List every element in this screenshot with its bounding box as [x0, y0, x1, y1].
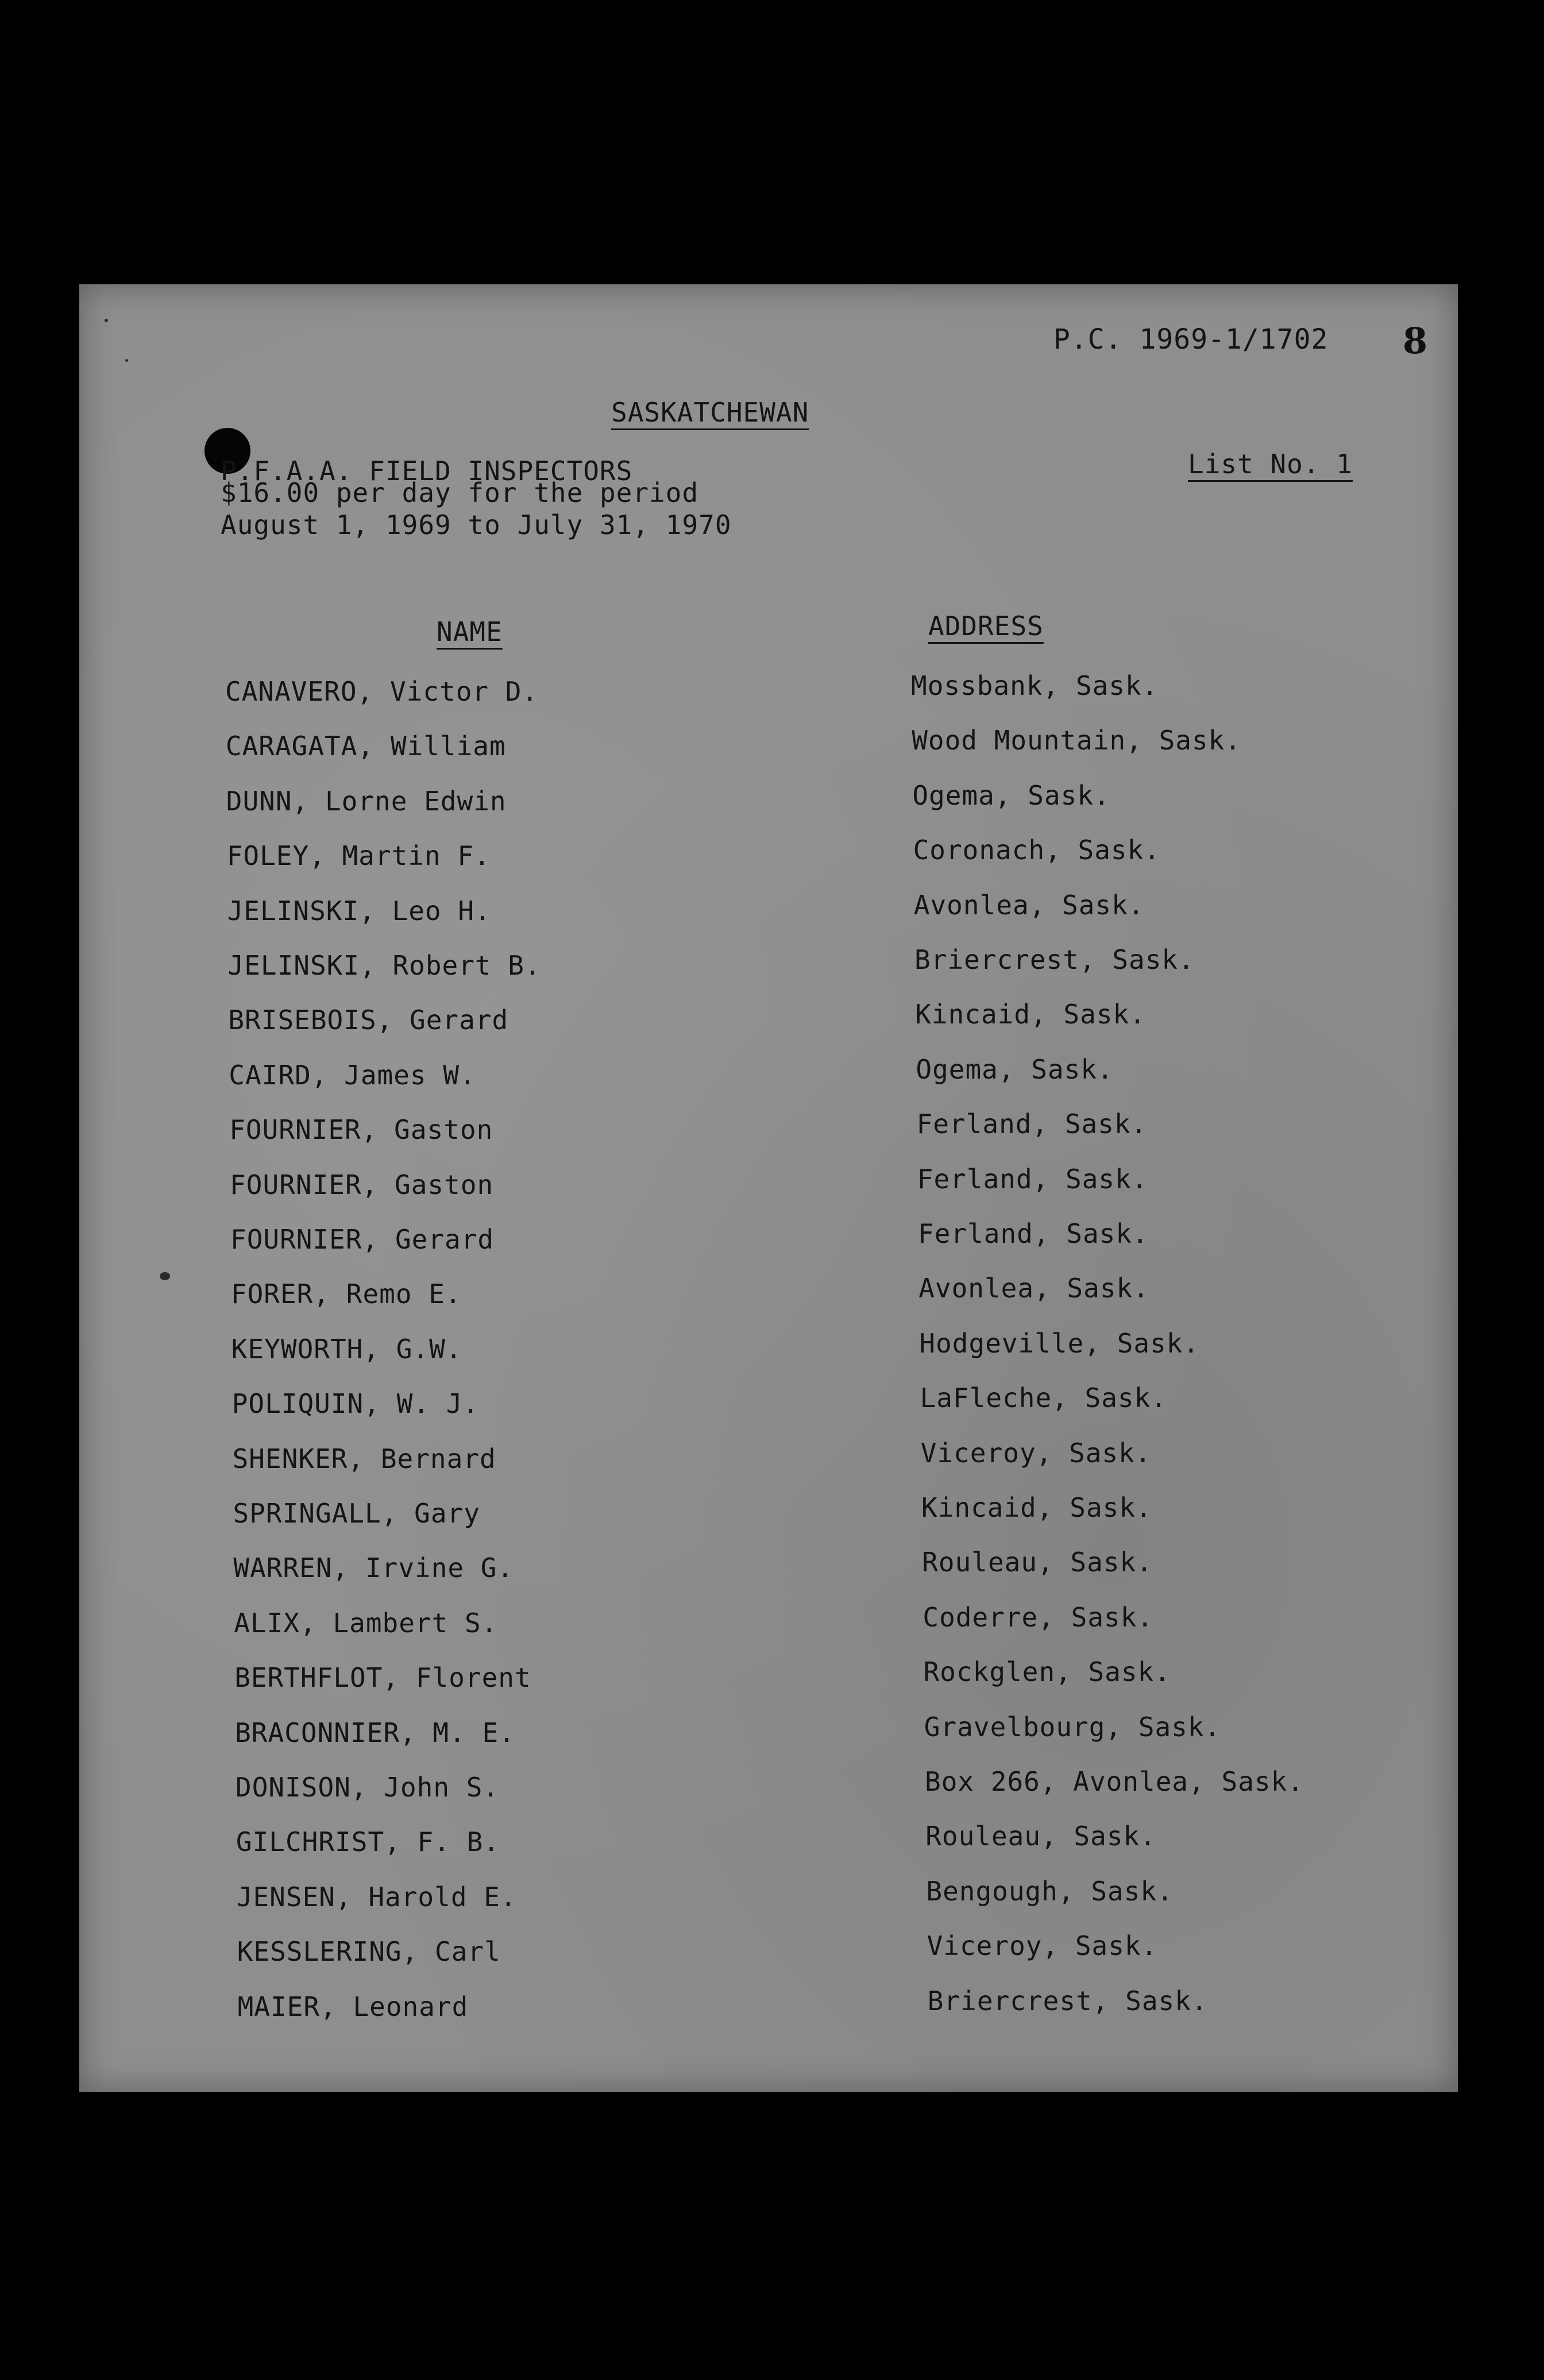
inspector-address: Hodgeville, Sask. — [919, 1327, 1200, 1359]
inspector-name: JELINSKI, Leo H. — [227, 895, 491, 926]
inspector-address: Ogema, Sask. — [916, 1053, 1114, 1085]
inspector-name: DONISON, John S. — [236, 1772, 500, 1803]
inspector-address: Box 266, Avonlea, Sask. — [925, 1766, 1304, 1797]
inspector-name: BRISEBOIS, Gerard — [228, 1004, 509, 1036]
inspector-name: FOURNIER, Gaston — [230, 1169, 494, 1200]
list-item — [79, 1218, 1458, 1258]
list-item — [79, 1053, 1458, 1094]
list-item — [79, 834, 1458, 875]
list-item — [79, 1163, 1458, 1204]
inspector-name: FOLEY, Martin F. — [226, 840, 491, 872]
inspector-address: LaFleche, Sask. — [920, 1382, 1168, 1414]
inspector-name: CANAVERO, Victor D. — [225, 676, 539, 707]
inspector-address: Rockglen, Sask. — [923, 1656, 1171, 1688]
inspector-name: BRACONNIER, M. E. — [235, 1717, 515, 1748]
inspector-name: FORER, Remo E. — [230, 1278, 462, 1310]
inspector-address: Rouleau, Sask. — [925, 1821, 1156, 1852]
inspector-address: Briercrest, Sask. — [927, 1985, 1208, 2016]
inspector-name: SHENKER, Bernard — [232, 1443, 496, 1474]
inspector-name: CAIRD, James W. — [229, 1059, 476, 1091]
inspector-address: Kincaid, Sask. — [921, 1492, 1152, 1523]
inspector-name: POLIQUIN, W. J. — [231, 1388, 480, 1420]
heading-line-3: August 1, 1969 to July 31, 1970 — [221, 509, 732, 540]
inspector-address: Wood Mountain, Sask. — [912, 725, 1242, 756]
inspector-name: CARAGATA, William — [225, 731, 506, 762]
inspector-address: Kincaid, Sask. — [915, 999, 1146, 1030]
document-page — [79, 284, 1458, 2092]
list-item — [79, 1437, 1458, 1478]
list-item — [79, 779, 1458, 820]
heading-line-1: P.F.A.A. FIELD INSPECTORS — [221, 455, 633, 486]
list-item — [79, 999, 1458, 1039]
list-item — [79, 889, 1458, 930]
inspector-name: GILCHRIST, F. B. — [236, 1826, 500, 1858]
list-item — [79, 670, 1458, 710]
list-item — [79, 1327, 1458, 1368]
inspector-address: Viceroy, Sask. — [920, 1437, 1152, 1469]
inspector-name: MAIER, Leonard — [237, 1991, 469, 2022]
inspector-address: Coderre, Sask. — [922, 1601, 1154, 1633]
list-item — [79, 1492, 1458, 1532]
inspector-name: FOURNIER, Gaston — [229, 1114, 493, 1146]
page-number: 8 — [1403, 320, 1428, 362]
inspector-address: Avonlea, Sask. — [918, 1273, 1149, 1304]
list-item — [79, 1601, 1458, 1642]
list-item — [79, 1656, 1458, 1697]
inspector-address: Ferland, Sask. — [918, 1218, 1149, 1249]
inspector-address: Viceroy, Sask. — [927, 1930, 1158, 1962]
list-item — [79, 1711, 1458, 1752]
inspector-name: JENSEN, Harold E. — [236, 1881, 517, 1912]
inspector-address: Ferland, Sask. — [917, 1163, 1148, 1195]
inspector-address: Gravelbourg, Sask. — [924, 1711, 1221, 1742]
inspector-name: KESSLERING, Carl — [237, 1936, 501, 1968]
inspector-name: SPRINGALL, Gary — [233, 1498, 480, 1529]
inspector-address: Bengough, Sask. — [926, 1875, 1174, 1907]
list-item — [79, 1985, 1458, 2026]
list-item — [79, 1547, 1458, 1587]
inspector-name: BERTHFLOT, Florent — [234, 1662, 531, 1694]
inspector-name: ALIX, Lambert S. — [234, 1607, 498, 1639]
inspector-name: FOURNIER, Gerard — [230, 1224, 495, 1255]
inspector-address: Coronach, Sask. — [913, 834, 1161, 866]
inspector-address: Briercrest, Sask. — [914, 944, 1195, 975]
inspector-name: DUNN, Lorne Edwin — [226, 785, 507, 817]
list-item — [79, 1821, 1458, 1861]
list-item — [79, 944, 1458, 984]
inspector-address: Ogema, Sask. — [912, 779, 1110, 811]
list-item — [79, 1108, 1458, 1149]
inspector-address: Rouleau, Sask. — [922, 1547, 1153, 1578]
order-reference: P.C. 1969-1/1702 — [1053, 323, 1329, 356]
inspector-name: KEYWORTH, G.W. — [231, 1333, 462, 1365]
inspector-name: WARREN, Irvine G. — [233, 1552, 514, 1584]
inspector-name: JELINSKI, Robert B. — [227, 950, 541, 981]
list-item — [79, 1930, 1458, 1971]
list-item — [79, 1875, 1458, 1916]
inspector-address: Avonlea, Sask. — [913, 889, 1145, 921]
list-number: List No. 1 — [1188, 449, 1353, 480]
list-item — [79, 1766, 1458, 1806]
ink-speck — [160, 1272, 170, 1280]
column-header-name: NAME — [437, 616, 503, 647]
inspector-address: Ferland, Sask. — [916, 1108, 1148, 1140]
ink-speck — [105, 319, 108, 322]
ink-speck — [125, 359, 128, 362]
column-header-address: ADDRESS — [928, 611, 1044, 642]
heading-line-2: $16.00 per day for the period — [221, 477, 699, 508]
list-item — [79, 1382, 1458, 1423]
list-item — [79, 725, 1458, 765]
inspector-address: Mossbank, Sask. — [911, 670, 1159, 701]
list-item — [79, 1273, 1458, 1313]
province-title: SASKATCHEWAN — [611, 397, 809, 428]
